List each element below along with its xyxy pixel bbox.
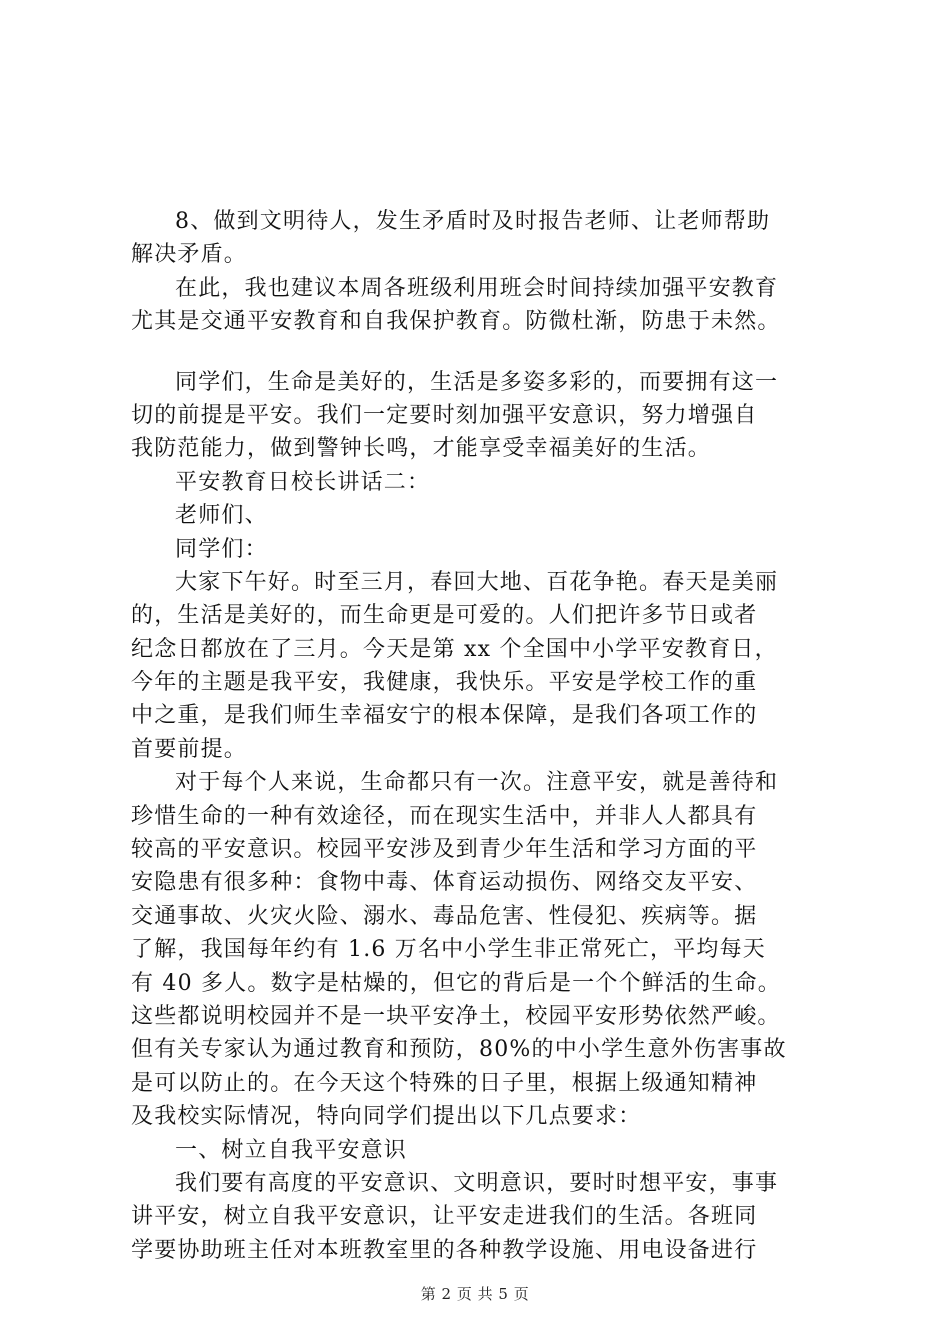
paragraph [131, 766, 831, 1133]
text-line: 珍惜生命的一种有效途径，而在现实生活中，并非人人都具有 [131, 803, 758, 829]
text-line: 有 40 多人。数字是枯燥的，但它的背后是一个个鲜活的生命。 [131, 970, 781, 996]
text-line: 但有关专家认为通过教育和预防，80%的中小学生意外伤害事故 [131, 1037, 787, 1063]
text-line: 的，生活是美好的，而生命更是可爱的。人们把许多节日或者 [131, 603, 758, 629]
text-line: 了解，我国每年约有 1.6 万名中小学生非正常死亡，平均每天 [131, 937, 766, 963]
text-line: 解决矛盾。 [131, 242, 248, 268]
text-line: 较高的平安意识。校园平安涉及到青少年生活和学习方面的平 [131, 837, 758, 863]
text-line: 我防范能力，做到警钟长鸣，才能享受幸福美好的生活。 [131, 436, 712, 462]
page-number-footer: 第 2 页 共 5 页 [420, 1285, 530, 1303]
paragraph [131, 272, 831, 339]
subsection-heading: 一、树立自我平安意识 [175, 1137, 408, 1163]
text-line: 大家下午好。时至三月，春回大地、百花争艳。春天是美丽 [175, 569, 779, 595]
paragraph-gap [131, 339, 831, 366]
text-line: 对于每个人来说，生命都只有一次。注意平安，就是善待和 [175, 770, 779, 796]
text-line: 切的前提是平安。我们一定要时刻加强平安意识，努力增强自 [131, 402, 758, 428]
text-line: 这些都说明校园并不是一块平安净土，校园平安形势依然严峻。 [131, 1003, 781, 1029]
paragraph [131, 205, 831, 272]
text-line: 学要协助班主任对本班教室里的各种教学设施、用电设备进行 [131, 1237, 758, 1263]
text-line: 中之重，是我们师生幸福安宁的根本保障，是我们各项工作的 [131, 703, 758, 729]
document-body [131, 205, 831, 1267]
text-line: 8、做到文明待人，发生矛盾时及时报告老师、让老师帮助 [175, 209, 771, 234]
paragraph [131, 366, 831, 466]
text-line: 今年的主题是我平安，我健康，我快乐。平安是学校工作的重 [131, 670, 758, 696]
text-line: 我们要有高度的平安意识、文明意识，要时时想平安，事事 [175, 1170, 779, 1196]
salutation-students: 同学们： [175, 536, 268, 562]
paragraph [131, 566, 831, 766]
text-line: 安隐患有很多种：食物中毒、体育运动损伤、网络交友平安、 [131, 870, 758, 896]
text-line: 讲平安，树立自我平安意识，让平安走进我们的生活。各班同 [131, 1204, 758, 1230]
text-line: 在此，我也建议本周各班级利用班会时间持续加强平安教育 [175, 275, 779, 301]
text-line: 交通事故、火灾火险、溺水、毒品危害、性侵犯、疾病等。据 [131, 903, 758, 929]
text-line: 纪念日都放在了三月。今天是第 xx 个全国中小学平安教育日， [131, 636, 778, 662]
text-line: 同学们，生命是美好的，生活是多姿多彩的，而要拥有这一 [175, 369, 779, 395]
paragraph [131, 1167, 831, 1267]
text-line: 首要前提。 [131, 736, 248, 762]
salutation-teachers: 老师们、 [175, 503, 268, 529]
text-line: 是可以防止的。在今天这个特殊的日子里，根据上级通知精神 [131, 1070, 758, 1096]
text-line: 尤其是交通平安教育和自我保护教育。防微杜渐，防患于未然。 [131, 309, 781, 335]
text-line: 及我校实际情况，特向同学们提出以下几点要求： [131, 1104, 642, 1130]
section-heading: 平安教育日校长讲话二： [175, 469, 431, 495]
